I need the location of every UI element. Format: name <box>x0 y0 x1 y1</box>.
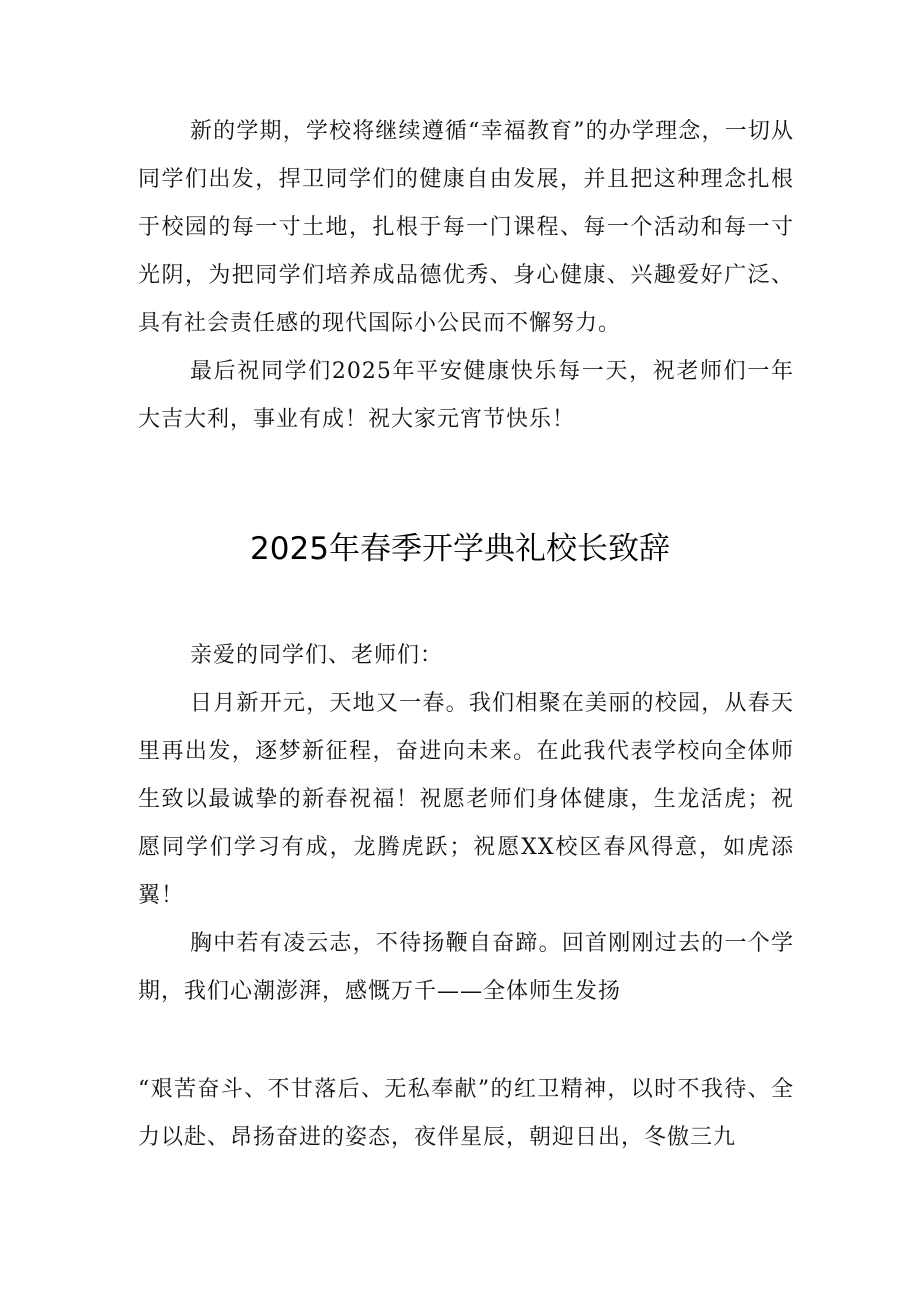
paragraph-closing-wishes: 最后祝同学们2025年平安健康快乐每一天，祝老师们一年大吉大利，事业有成！祝大家元宵节快乐！ <box>138 359 794 432</box>
salutation: 亲爱的同学们、老师们： <box>190 643 444 668</box>
paragraph-school-philosophy: 新的学期，学校将继续遵循“幸福教育”的办学理念，一切从同学们出发，捍卫同学们的健康自由发展，并且把这种理念扎根于校园的每一寸土地，扎根于每一门课程、每一个活动和每一寸光阴，为把同学们培养成品德优秀、身心健康、兴趣爱好广泛、具有社会责任感的现代国际小公民而不懈努力。 <box>138 119 794 336</box>
paragraph-new-year-greeting: 日月新开元，天地又一春。我们相聚在美丽的校园，从春天里再出发，逐梦新征程，奋进向未来。在此我代表学校向全体师生致以最诚挚的新春祝福！祝愿老师们身体健康，生龙活虎；祝愿同学们学习有成，龙腾虎跃；祝愿XX校区春风得意，如虎添翼！ <box>138 691 794 908</box>
paragraph-review: 胸中若有凌云志，不待扬鞭自奋蹄。回首刚刚过去的一个学期，我们心潮澎湃，感慨万千——全体师生发扬 <box>138 931 794 1004</box>
speech-title: 2025年春季开学典礼校长致辞 <box>250 531 670 567</box>
paragraph-spirit: “艰苦奋斗、不甘落后、无私奉献”的红卫精神，以时不我待、全力以赴、昂扬奋进的姿态，夜伴星辰，朝迎日出，冬傲三九 <box>138 1077 794 1150</box>
